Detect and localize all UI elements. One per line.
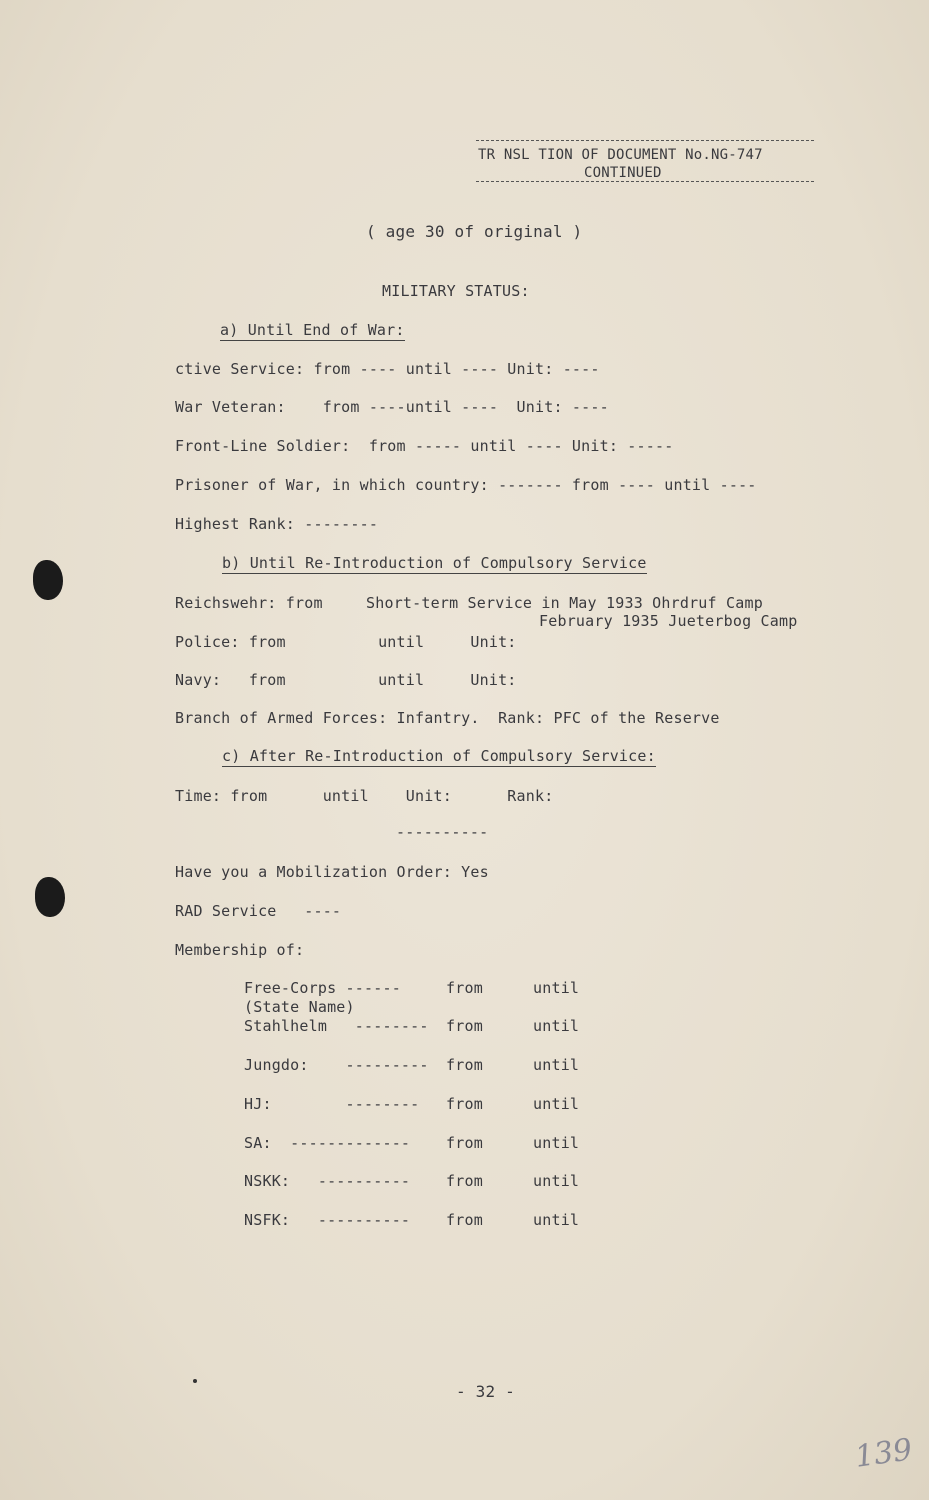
membership-label: Membership of: — [175, 941, 305, 959]
header-top-rule — [476, 140, 814, 141]
membership-name: HJ: -------- — [244, 1095, 420, 1113]
header-bottom-rule — [476, 181, 814, 182]
membership-from: from — [446, 1172, 483, 1190]
membership-from: from — [446, 1017, 483, 1035]
membership-name: NSFK: ---------- — [244, 1211, 411, 1229]
part-c-heading — [222, 747, 656, 765]
reichswehr-label: Reichswehr: from — [175, 594, 323, 612]
handwritten-page-number: 139 — [852, 1432, 915, 1475]
police-line: Police: from until Unit: — [175, 633, 517, 651]
reichswehr-service-2: February 1935 Jueterbog Camp — [539, 612, 798, 630]
part-b-heading-text: b) Until Re-Introduction of Compulsory Service — [222, 554, 647, 572]
membership-name: Free-Corps ------ — [244, 979, 401, 997]
membership-until: until — [533, 1211, 580, 1229]
branch-line: Branch of Armed Forces: Infantry. Rank: PFC of the Reserve — [175, 709, 720, 727]
section-separator: ---------- — [396, 823, 489, 841]
war-veteran-line: War Veteran: from ----until ---- Unit: ---- — [175, 398, 609, 416]
membership-until: until — [533, 1017, 580, 1035]
document-subtitle: CONTINUED — [584, 165, 662, 181]
prisoner-of-war-line: Prisoner of War, in which country: ------- from ---- until ---- — [175, 476, 757, 494]
rad-service-line: RAD Service ---- — [175, 902, 342, 920]
document-title: TR NSL TION OF DOCUMENT No.NG-747 — [478, 147, 763, 163]
binder-hole-top — [33, 560, 63, 600]
membership-from: from — [446, 1134, 483, 1152]
mobilization-line: Have you a Mobilization Order: Yes — [175, 863, 489, 881]
time-line: Time: from until Unit: Rank: — [175, 787, 554, 805]
part-c-heading-text: c) After Re-Introduction of Compulsory Service: — [222, 747, 656, 765]
reichswehr-service-1: Short-term Service in May 1933 Ohrdruf Camp — [366, 594, 763, 612]
active-service-line: ctive Service: from ---- until ---- Unit: ---- — [175, 360, 600, 378]
membership-until: until — [533, 1134, 580, 1152]
part-a-heading — [220, 321, 405, 339]
membership-name: Jungdo: --------- — [244, 1056, 429, 1074]
part-a-heading-text: a) Until End of War: — [220, 321, 405, 339]
section-title: MILITARY STATUS: — [382, 282, 530, 300]
membership-until: until — [533, 1172, 580, 1190]
part-b-heading — [222, 554, 647, 572]
membership-from: from — [446, 1211, 483, 1229]
binder-hole-bottom — [35, 877, 65, 917]
membership-name: (State Name) — [244, 998, 355, 1016]
front-line-soldier-line: Front-Line Soldier: from ----- until ---- Unit: ----- — [175, 437, 674, 455]
original-page-reference: ( age 30 of original ) — [366, 222, 583, 241]
membership-name: NSKK: ---------- — [244, 1172, 411, 1190]
membership-from: from — [446, 979, 483, 997]
highest-rank-line: Highest Rank: -------- — [175, 515, 379, 533]
page-number: - 32 - — [456, 1382, 515, 1401]
navy-line: Navy: from until Unit: — [175, 671, 517, 689]
membership-name: SA: ------------- — [244, 1134, 411, 1152]
membership-until: until — [533, 1056, 580, 1074]
membership-name: Stahlhelm -------- — [244, 1017, 429, 1035]
membership-from: from — [446, 1056, 483, 1074]
membership-until: until — [533, 1095, 580, 1113]
membership-from: from — [446, 1095, 483, 1113]
ink-speck — [193, 1379, 197, 1383]
membership-until: until — [533, 979, 580, 997]
